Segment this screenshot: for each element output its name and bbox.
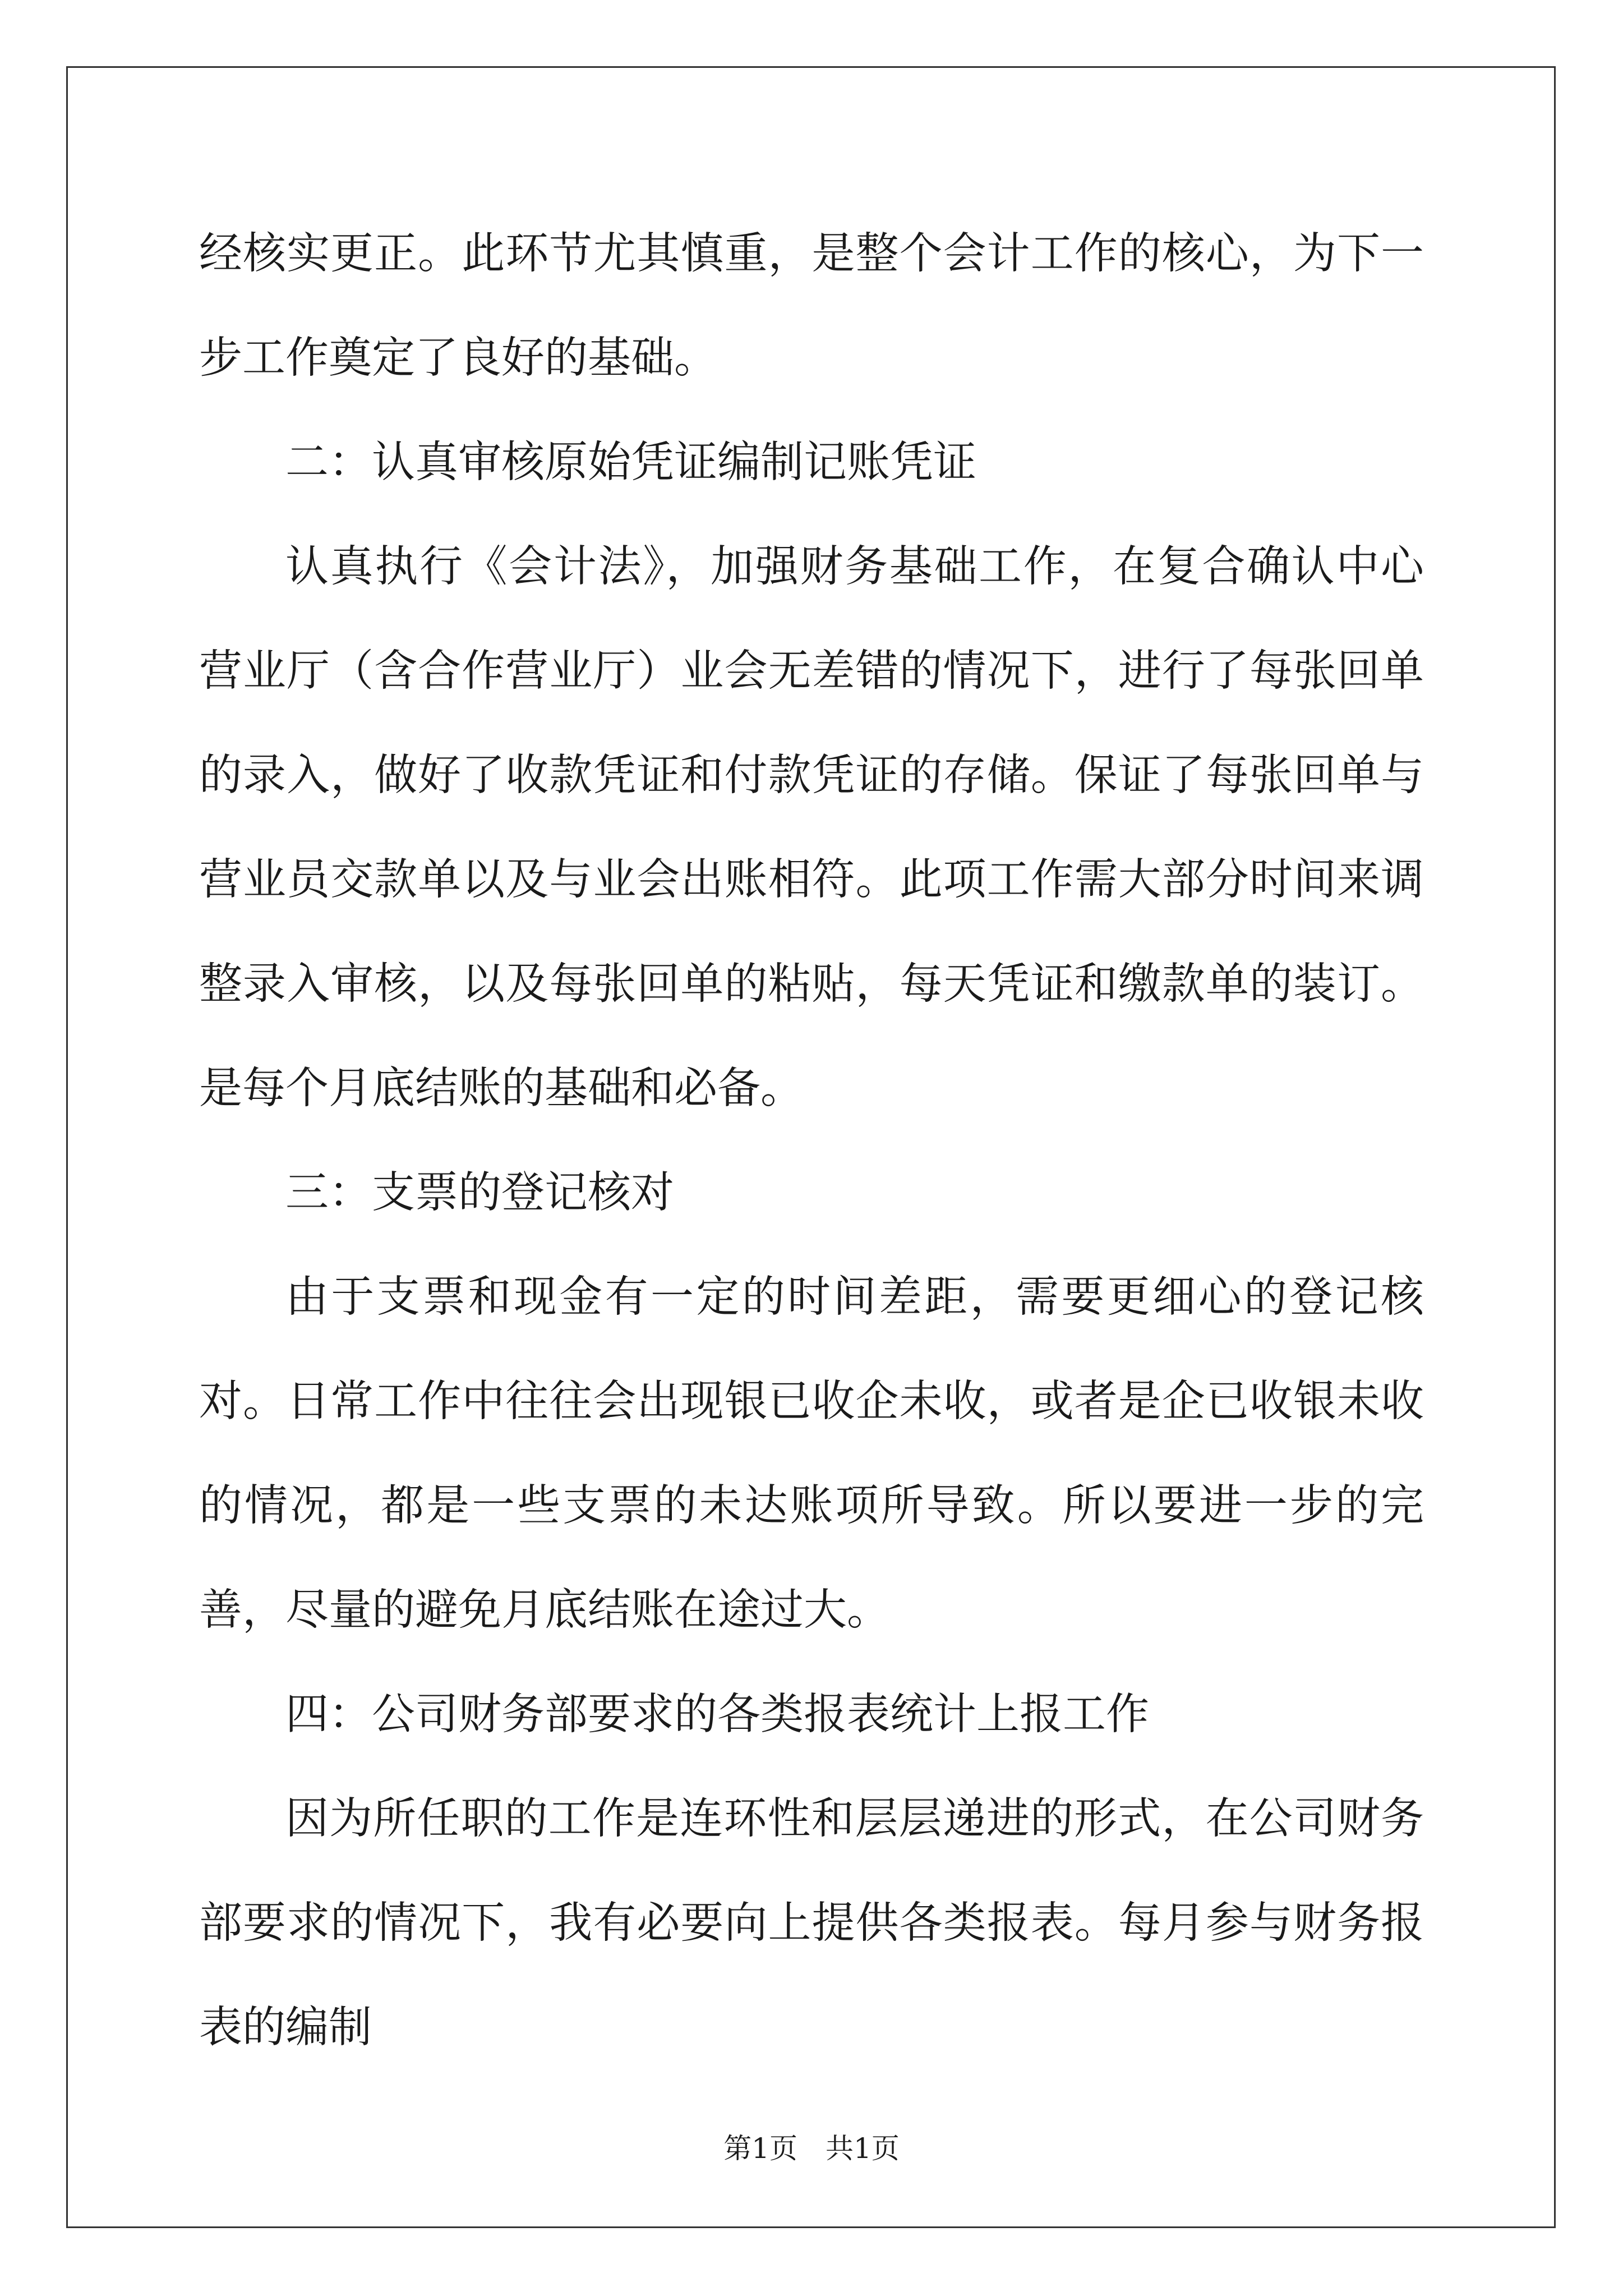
paragraph-section-4: 因为所任职的工作是连环性和层层递进的形式，在公司财务部要求的情况下，我有必要向上提供各类报表。每月参与财务报表的编制 bbox=[199, 1794, 1424, 2053]
document-body bbox=[199, 202, 1424, 2080]
paragraph-section-2: 认真执行《会计法》，加强财务基础工作，在复合确认中心营业厅（含合作营业厅）业会无差错的情况下，进行了每张回单的录入，做好了收款凭证和付款凭证的存储。保证了每张回单与营业员交款单以及与业会出账相符。此项工作需大部分时间来调整录入审核，以及每张回单的粘贴，每天凭证和缴款单的装订。是每个月底结账的基础和必备。 bbox=[199, 542, 1424, 1114]
section-heading-3: 三：支票的登记核对 bbox=[285, 1168, 674, 1218]
section-heading-2: 二：认真审核原始凭证编制记账凭证 bbox=[285, 438, 976, 487]
paragraph-continuation: 经核实更正。此环节尤其慎重，是整个会计工作的核心，为下一步工作奠定了良好的基础。 bbox=[199, 229, 1424, 383]
page-number-footer: 第1页 共1页 bbox=[723, 2132, 900, 2165]
paragraph-section-3: 由于支票和现金有一定的时间差距，需要更细心的登记核对。日常工作中往往会出现银已收企未收，或者是企已收银未收的情况，都是一些支票的未达账项所导致。所以要进一步的完善，尽量的避免月底结账在途过大。 bbox=[199, 1272, 1424, 1635]
section-heading-4: 四：公司财务部要求的各类报表统计上报工作 bbox=[285, 1690, 1149, 1740]
